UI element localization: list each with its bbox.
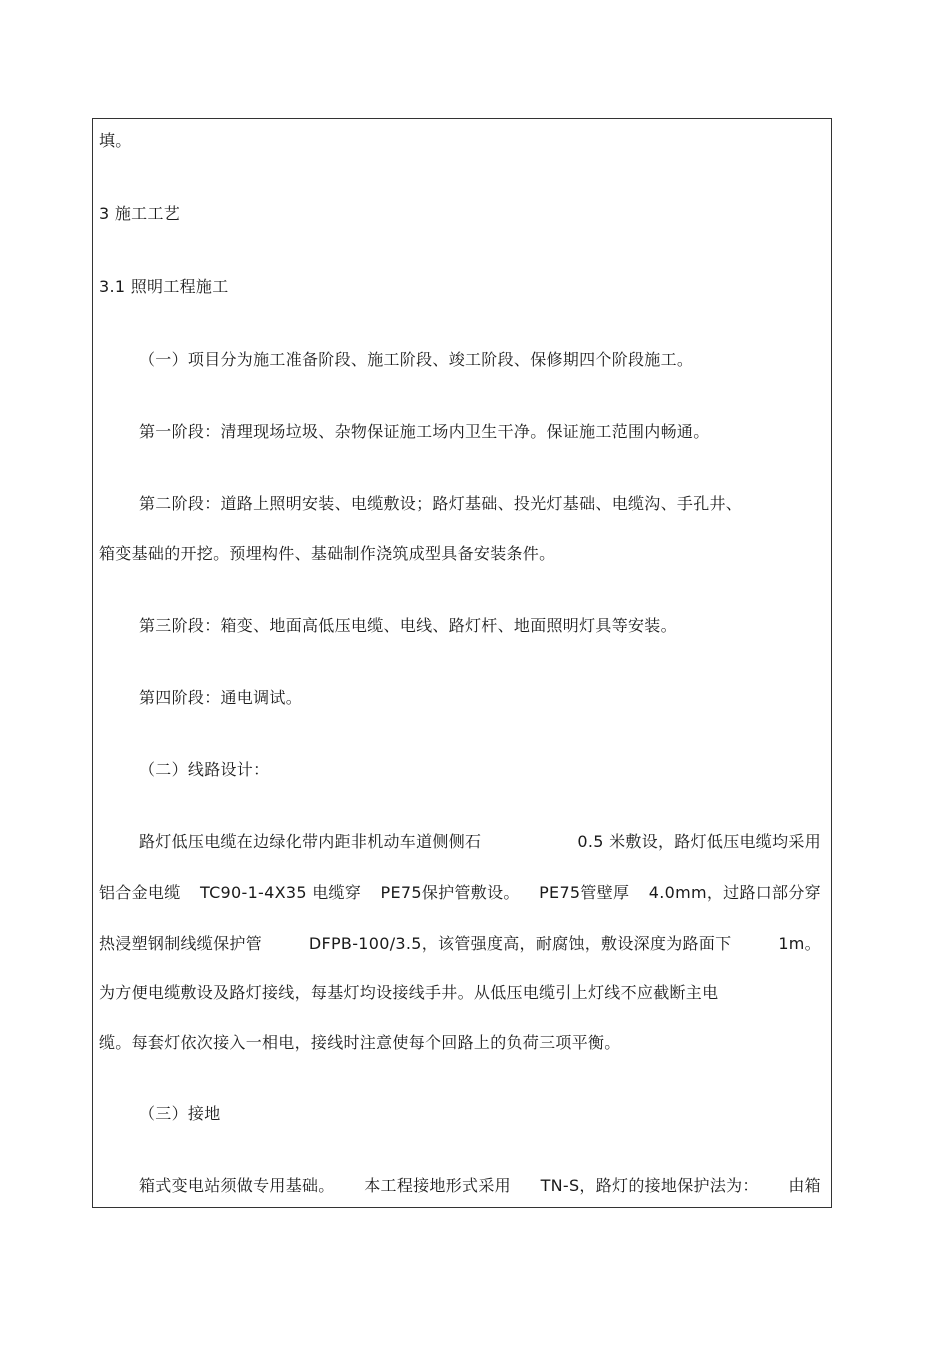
ground-text-c: TN-S，路灯的接地保护法为： [540, 1176, 759, 1195]
cable-text-1a: 路灯低压电缆在边绿化带内距非机动车道侧侧石 [139, 832, 482, 851]
item-heading-1: （一）项目分为施工准备阶段、施工阶段、竣工阶段、保修期四个阶段施工。 [139, 350, 694, 369]
stage-3-text: 第三阶段：箱变、地面高低压电缆、电线、路灯杆、地面照明灯具等安装。 [139, 616, 677, 635]
section-heading-3: 3 施工工艺 [99, 204, 181, 223]
ground-text-b: 本工程接地形式采用 [364, 1176, 511, 1195]
cable-paragraph-line-4: 为方便电缆敷设及路灯接线，每基灯均设接线手井。从低压电缆引上灯线不应截断主电 [99, 983, 719, 1002]
cable-text-2b: TC90-1-4X35 电缆穿 [199, 883, 362, 902]
cable-text-3b: DFPB-100/3.5，该管强度高，耐腐蚀，敷设深度为路面下 [308, 934, 732, 953]
subsection-heading-3-1: 3.1 照明工程施工 [99, 277, 229, 296]
item-heading-2: （二）线路设计： [139, 760, 270, 779]
cable-text-2e: 4.0mm，过路口部分穿 [648, 883, 821, 902]
stage-1-text: 第一阶段：清理现场垃圾、杂物保证施工场内卫生干净。保证施工范围内畅通。 [139, 422, 710, 441]
cable-text-3c: 1m。 [778, 934, 821, 953]
cable-text-2d: PE75管壁厚 [539, 883, 630, 902]
cable-text-1b: 0.5 米敷设，路灯低压电缆均采用 [577, 832, 821, 851]
item-heading-3: （三）接地 [139, 1104, 221, 1123]
cable-text-3a: 热浸塑钢制线缆保护管 [99, 934, 263, 953]
cable-paragraph-line-3 [99, 932, 821, 956]
ground-text-d: 由箱 [788, 1176, 821, 1195]
stage-2-text-cont: 箱变基础的开挖。预埋构件、基础制作浇筑成型具备安装条件。 [99, 544, 556, 563]
cable-paragraph-line-1 [139, 830, 821, 854]
stage-4-text: 第四阶段：通电调试。 [139, 688, 303, 707]
document-frame [92, 118, 832, 1208]
grounding-paragraph-line-1 [139, 1174, 821, 1198]
ground-text-a: 箱式变电站须做专用基础。 [139, 1176, 335, 1195]
cable-text-2a: 铝合金电缆 [99, 883, 181, 902]
cable-paragraph-line-5: 缆。每套灯依次接入一相电，接线时注意使每个回路上的负荷三项平衡。 [99, 1033, 621, 1052]
stage-2-text: 第二阶段：道路上照明安装、电缆敷设；路灯基础、投光灯基础、电缆沟、手孔井、 [139, 494, 743, 513]
cable-text-2c: PE75保护管敷设。 [380, 883, 520, 902]
text-line-1: 填。 [99, 131, 132, 150]
cable-paragraph-line-2 [99, 881, 821, 905]
